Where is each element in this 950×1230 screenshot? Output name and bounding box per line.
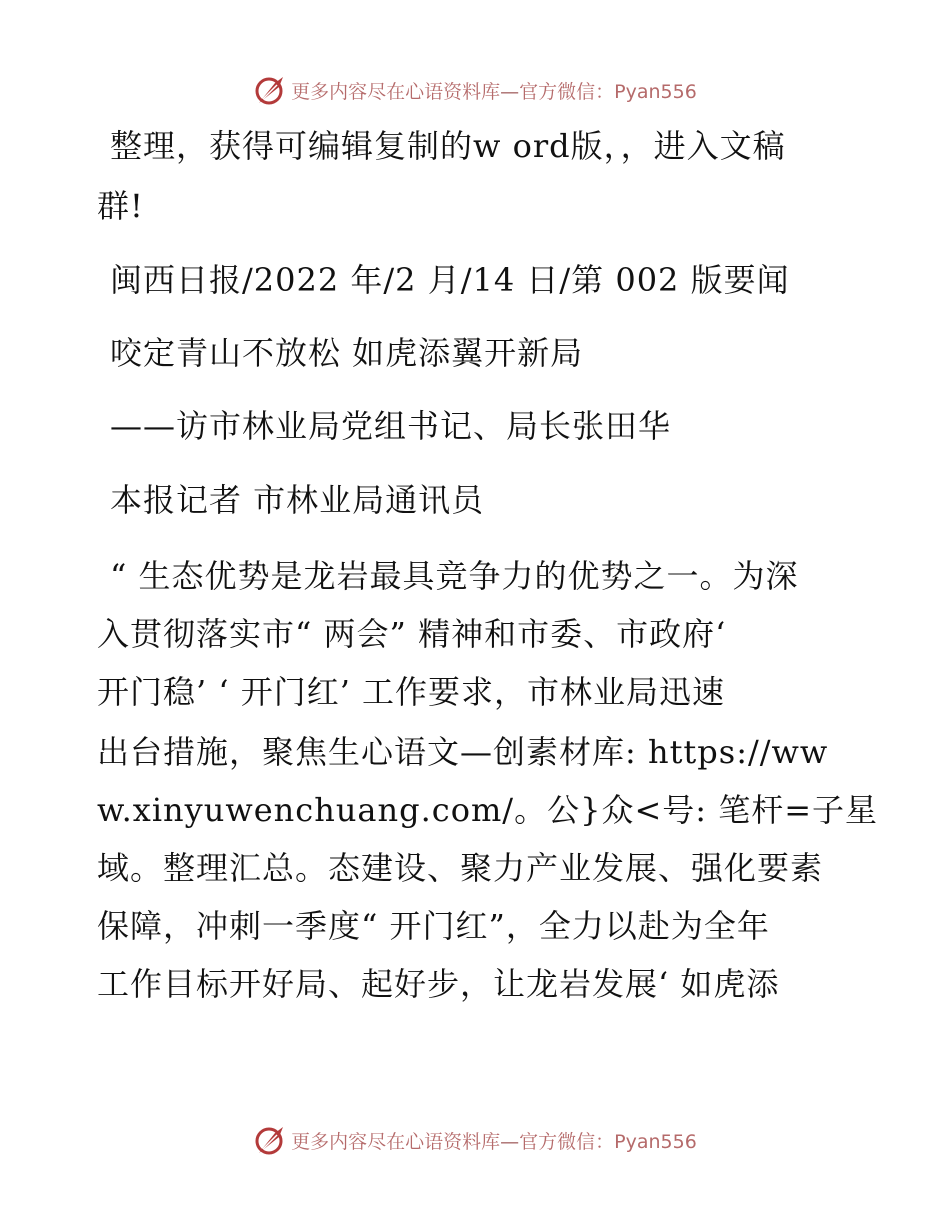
body-line-1: “ 生态优势是龙岩最具竞争力的优势之一。为深 [110, 557, 799, 595]
watermark-text [291, 1127, 697, 1154]
subheadline: ——访市林业局党组书记、局长张田华 [110, 407, 672, 445]
byline: 本报记者 市林业局通讯员 [110, 481, 485, 519]
intro-line-2: 群! [97, 187, 144, 225]
quill-logo-icon [253, 1123, 287, 1157]
body-line-5: w.xinyuwenchuang.com/。公}众<号: 笔杆=子星 [97, 791, 879, 829]
source-line: 闽西日报/2022 年/2 月/14 日/第 002 版要闻 [110, 261, 790, 299]
watermark-title: 更多内容尽在心语资料库 [291, 80, 501, 103]
body-line-8: 工作目标开好局、起好步，让龙岩发展‘ 如虎添 [97, 965, 780, 1003]
intro-line-1: 整理，获得可编辑复制的w ord版，，进入文稿 [110, 127, 786, 165]
watermark-contact: 官方微信：Pyan556 [519, 80, 697, 103]
body-line-3: 开门稳’ ‘ 开门红’ 工作要求，市林业局迅速 [97, 673, 726, 711]
watermark-banner-bottom [0, 1120, 950, 1160]
body-line-6: 域。整理汇总。态建设、聚力产业发展、强化要素 [97, 849, 824, 887]
body-line-4: 出台措施，聚焦生心语文—创素材库: https://ww [97, 733, 829, 771]
watermark-separator: — [500, 1130, 520, 1153]
watermark-contact: 官方微信：Pyan556 [519, 1130, 697, 1153]
body-line-2: 入贯彻落实市“ 两会” 精神和市委、市政府‘ [97, 615, 727, 653]
watermark-title: 更多内容尽在心语资料库 [291, 1130, 501, 1153]
headline: 咬定青山不放松 如虎添翼开新局 [110, 334, 584, 372]
watermark-separator: — [500, 80, 520, 103]
body-line-7: 保障，冲刺一季度“ 开门红”，全力以赴为全年 [97, 907, 770, 945]
